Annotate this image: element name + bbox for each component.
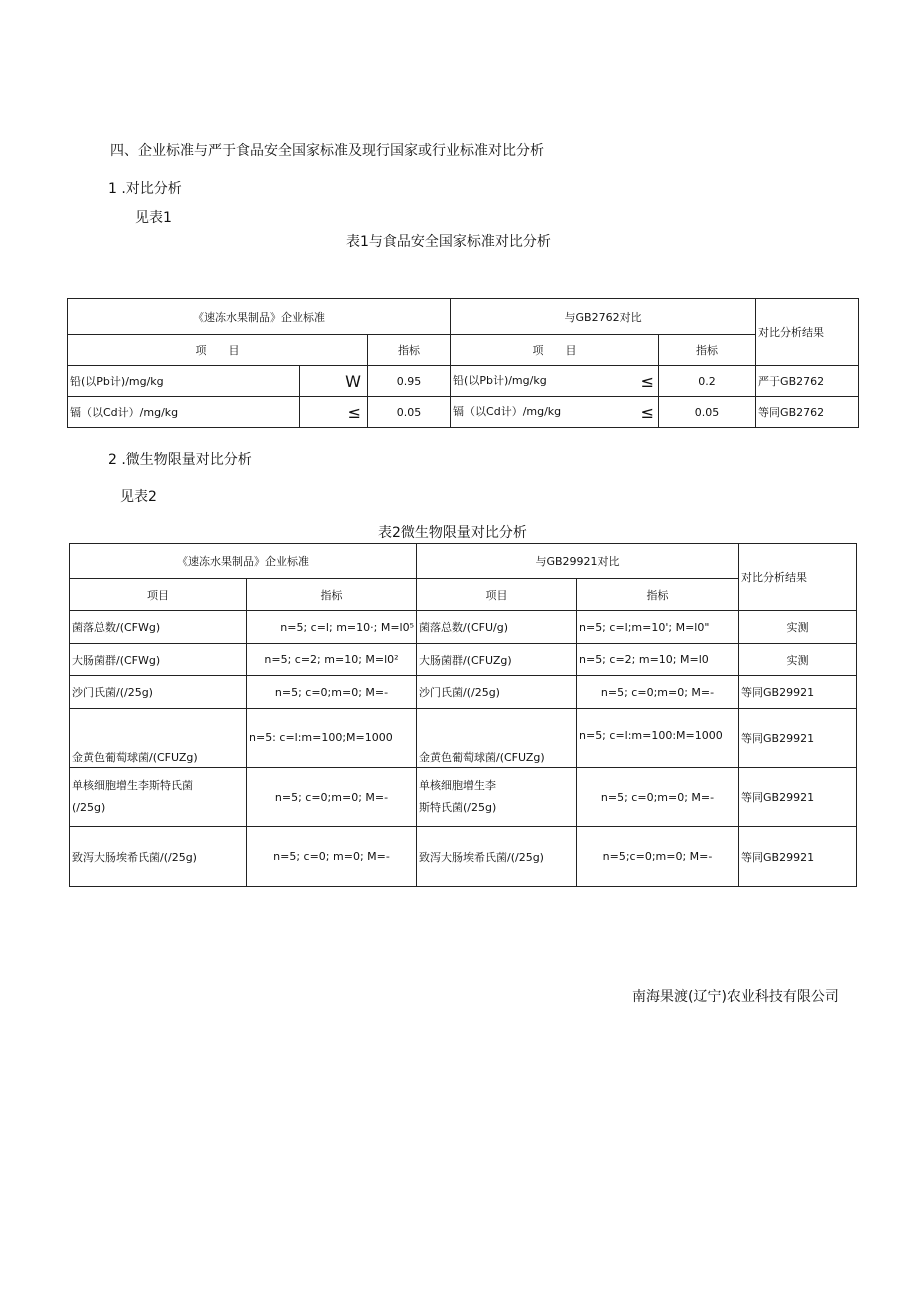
t1-item-right-text: 镉（以Cd计）/mg/kg	[453, 404, 562, 418]
t2-item-left	[70, 768, 247, 827]
comparison-table-1	[67, 298, 859, 428]
t2-item-right: 沙门氏菌/(/25g)	[417, 676, 577, 709]
t2-value-right: n=5; c=l:m=100:M=1000	[577, 709, 739, 768]
t1-col-item-left: 项 目	[68, 335, 368, 366]
see-table-1: 见表1	[135, 210, 172, 226]
t1-col-index-right: 指标	[659, 335, 756, 366]
t2-value-right: n=5; c=0;m=0; M=-	[577, 768, 739, 827]
see-table-2: 见表2	[120, 489, 157, 505]
t1-col-index-left: 指标	[368, 335, 451, 366]
t1-item-right-text: 铅(以Pb计)/mg/kg	[453, 373, 547, 387]
t1-group-left: 《速冻水果制品》企业标准	[68, 299, 451, 335]
t2-col-item-left: 项目	[70, 579, 247, 611]
t2-group-right: 与GB29921对比	[417, 544, 739, 579]
t2-col-index-left: 指标	[247, 579, 417, 611]
t2-value-left: n=5: c=l:m=100;M=1000	[247, 709, 417, 768]
table-2-caption: 表2微生物限量对比分析	[378, 525, 527, 541]
t2-value-left: n=5; c=0;m=0; M=-	[247, 768, 417, 827]
t2-item-right: 致泻大肠埃希氏菌/(/25g)	[417, 827, 577, 887]
t2-value-left: n=5; c=0; m=0; M=-	[247, 827, 417, 887]
t2-item-left: 菌落总数/(CFWg)	[70, 611, 247, 644]
t2-item-right-line1: 单核细胞增生李	[419, 779, 496, 792]
t2-value-left: n=5; c=0;m=0; M=-	[247, 676, 417, 709]
subsection-1-heading: 1 .对比分析	[108, 181, 182, 197]
t2-item-left-line1: 单核细胞增生李斯特氏菌	[72, 779, 193, 792]
table-row	[70, 768, 857, 827]
t1-value-right: 0.05	[659, 397, 756, 428]
t2-result-header: 对比分析结果	[739, 544, 857, 611]
t1-symbol-right: ≤	[640, 371, 655, 391]
t1-result: 等同GB2762	[756, 397, 859, 428]
t2-item-left: 金黄色葡萄球菌/(CFUZg)	[70, 709, 247, 768]
t1-item-right	[451, 397, 659, 428]
table-row	[70, 827, 857, 887]
t1-value-right: 0.2	[659, 366, 756, 397]
t1-symbol-right: ≤	[640, 402, 655, 422]
t2-result: 等同GB29921	[739, 768, 857, 827]
t1-group-right: 与GB2762对比	[451, 299, 756, 335]
t2-col-index-right: 指标	[577, 579, 739, 611]
t2-result: 实测	[739, 644, 857, 676]
t2-item-left: 大肠菌群/(CFWg)	[70, 644, 247, 676]
t2-value-right: n=5; c=l;m=10'; M=l0"	[577, 611, 739, 644]
t2-item-right: 金黄色葡萄球菌/(CFUZg)	[417, 709, 577, 768]
t1-symbol-left: W	[300, 366, 368, 397]
t2-result: 等同GB29921	[739, 676, 857, 709]
table-row	[68, 366, 859, 397]
t2-item-right	[417, 768, 577, 827]
t1-item-left: 铅(以Pb计)/mg/kg	[68, 366, 300, 397]
t2-value-left: n=5; c=l; m=10·; M=l0⁵	[247, 611, 417, 644]
table-row	[70, 676, 857, 709]
t1-col-item-right: 项 目	[451, 335, 659, 366]
t2-item-right-line2: 斯特氏菌(/25g)	[419, 801, 497, 814]
t2-value-right: n=5; c=0;m=0; M=-	[577, 676, 739, 709]
t2-value-left: n=5; c=2; m=10; M=l0²	[247, 644, 417, 676]
company-signature: 南海果渡(辽宁)农业科技有限公司	[632, 989, 839, 1005]
t2-result: 实测	[739, 611, 857, 644]
subsection-2-heading: 2 .微生物限量对比分析	[108, 452, 252, 468]
table-1-caption: 表1与食品安全国家标准对比分析	[346, 234, 551, 250]
table-row	[70, 709, 857, 768]
table-row	[68, 397, 859, 428]
t2-item-right: 大肠菌群/(CFUZg)	[417, 644, 577, 676]
t2-item-left-line2: (/25g)	[72, 801, 106, 814]
table-row	[70, 611, 857, 644]
t1-value-left: 0.95	[368, 366, 451, 397]
t2-result: 等同GB29921	[739, 709, 857, 768]
t2-item-left: 致泻大肠埃希氏菌/(/25g)	[70, 827, 247, 887]
t1-item-right	[451, 366, 659, 397]
t1-result-header: 对比分析结果	[756, 299, 859, 366]
t1-item-left: 镉（以Cd计）/mg/kg	[68, 397, 300, 428]
t2-item-left: 沙门氏菌/(/25g)	[70, 676, 247, 709]
microbial-table-2	[69, 543, 857, 887]
t2-group-left: 《速冻水果制品》企业标准	[70, 544, 417, 579]
t1-result: 严于GB2762	[756, 366, 859, 397]
t2-item-right: 菌落总数/(CFU/g)	[417, 611, 577, 644]
t2-result: 等同GB29921	[739, 827, 857, 887]
section-heading: 四、企业标准与严于食品安全国家标准及现行国家或行业标准对比分析	[110, 143, 544, 159]
t1-symbol-left: ≤	[300, 397, 368, 428]
table-row	[70, 644, 857, 676]
t2-value-right: n=5; c=2; m=10; M=l0	[577, 644, 739, 676]
t2-col-item-right: 项目	[417, 579, 577, 611]
t2-value-right: n=5;c=0;m=0; M=-	[577, 827, 739, 887]
t1-value-left: 0.05	[368, 397, 451, 428]
